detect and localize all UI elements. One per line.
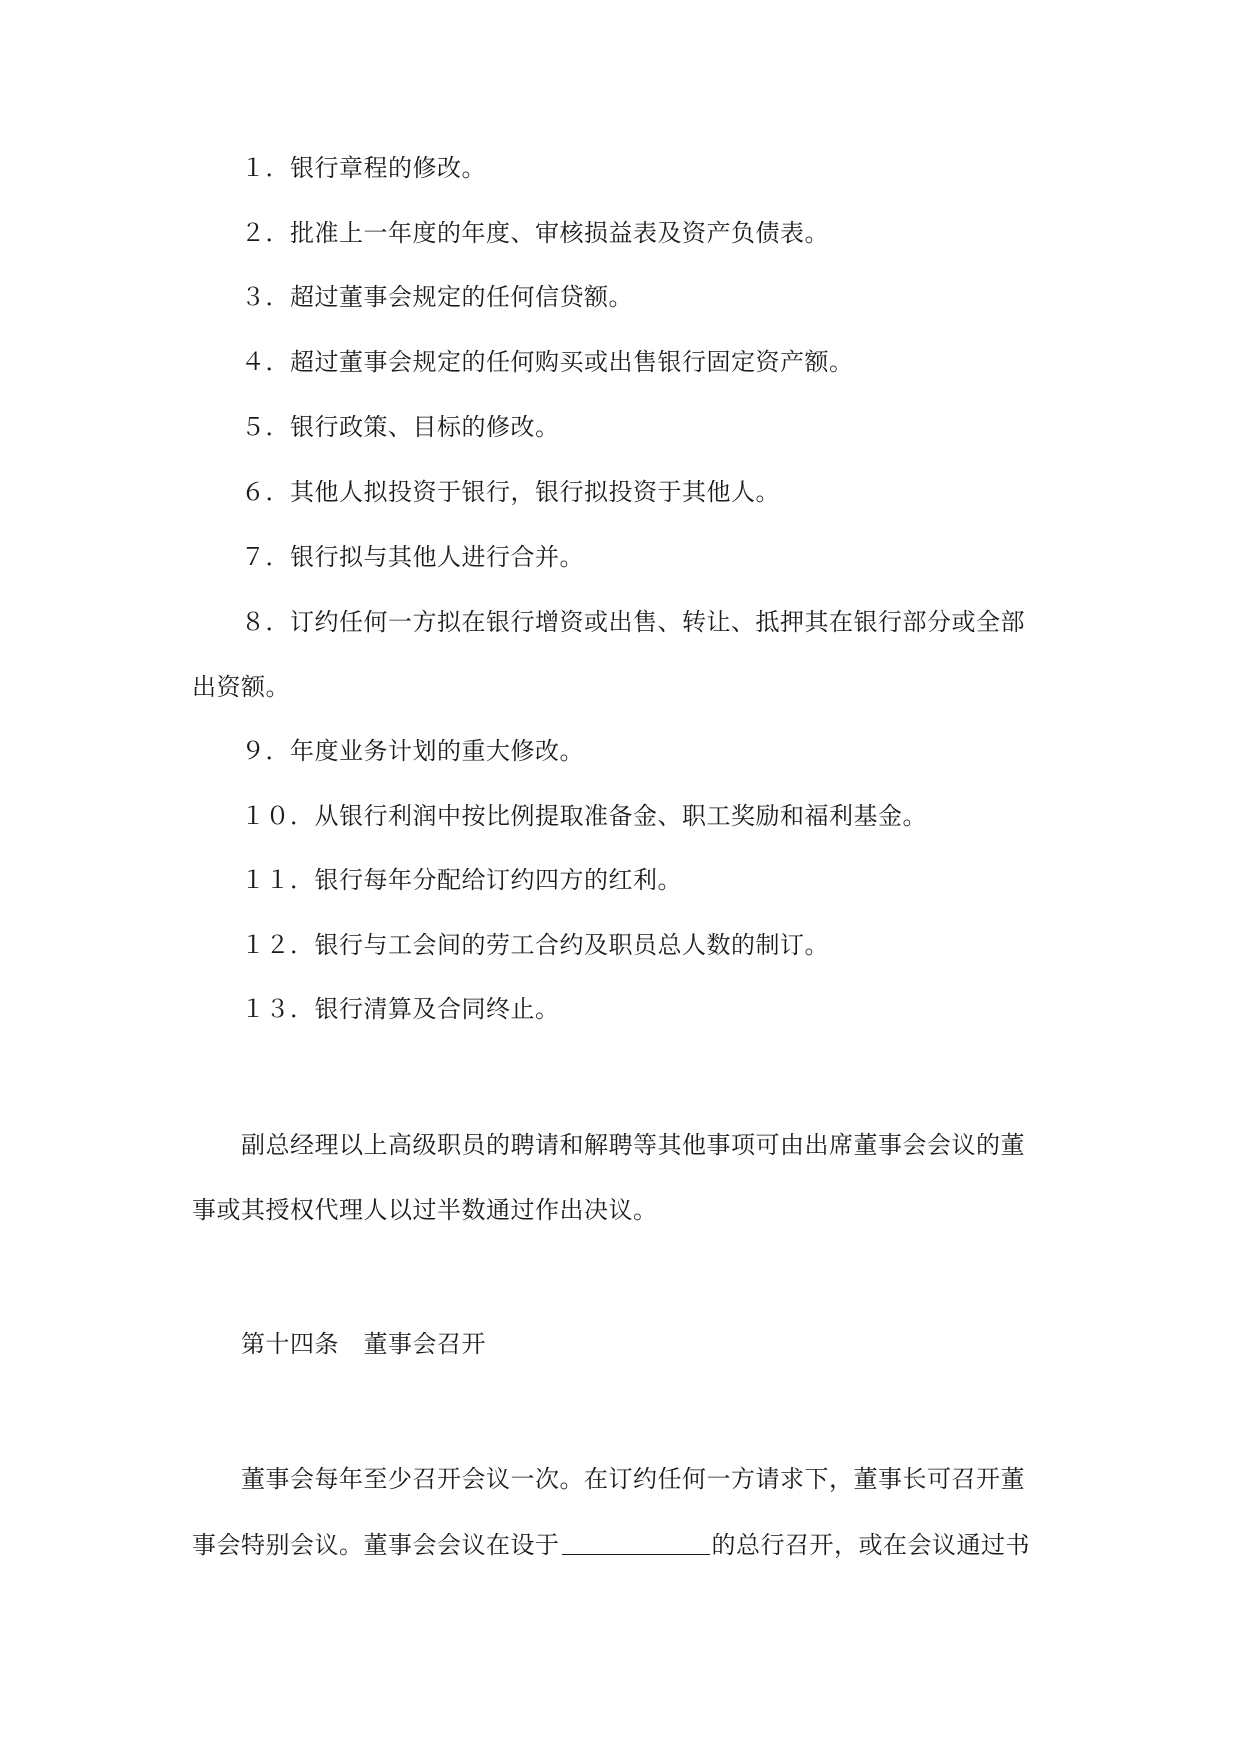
list-item-continuation: 出资额。 <box>192 673 290 701</box>
list-item: １０．从银行利润中按比例提取准备金、职工奖励和福利基金。 <box>241 802 927 830</box>
list-item: ５．银行政策、目标的修改。 <box>241 413 560 441</box>
list-item: ４．超过董事会规定的任何购买或出售银行固定资产额。 <box>241 348 854 376</box>
list-item: ６．其他人拟投资于银行，银行拟投资于其他人。 <box>241 478 780 506</box>
list-item: １１．银行每年分配给订约四方的红利。 <box>241 866 682 894</box>
list-item: ７．银行拟与其他人进行合并。 <box>241 543 584 571</box>
paragraph-line: 董事会每年至少召开会议一次。在订约任何一方请求下，董事长可召开董 <box>241 1465 1025 1493</box>
list-item: ３．超过董事会规定的任何信贷额。 <box>241 283 633 311</box>
list-item: ９．年度业务计划的重大修改。 <box>241 737 584 765</box>
list-item: ２．批准上一年度的年度、审核损益表及资产负债表。 <box>241 219 829 247</box>
paragraph-text: 的总行召开，或在会议通过书 <box>711 1531 1030 1559</box>
list-item: ８．订约任何一方拟在银行增资或出售、转让、抵押其在银行部分或全部 <box>241 608 1025 636</box>
paragraph-text: 事会特别会议。董事会会议在设于 <box>192 1531 560 1559</box>
list-item: １．银行章程的修改。 <box>241 154 486 182</box>
article-heading: 第十四条 董事会召开 <box>241 1330 486 1358</box>
fill-in-blank <box>562 1528 710 1555</box>
paragraph-line <box>192 1528 1062 1561</box>
paragraph-line: 事或其授权代理人以过半数通过作出决议。 <box>192 1196 658 1224</box>
paragraph-line: 副总经理以上高级职员的聘请和解聘等其他事项可由出席董事会会议的董 <box>241 1131 1025 1159</box>
list-item: １２．银行与工会间的劳工合约及职员总人数的制订。 <box>241 931 829 959</box>
list-item: １３．银行清算及合同终止。 <box>241 995 560 1023</box>
